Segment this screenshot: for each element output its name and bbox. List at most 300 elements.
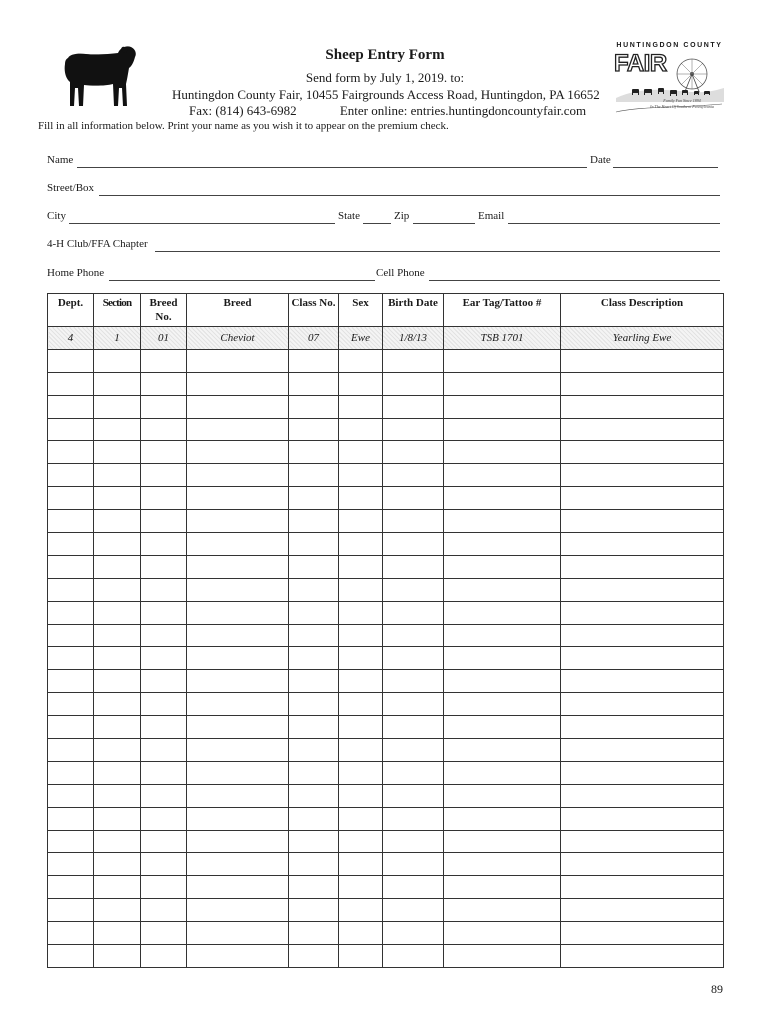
table-cell[interactable] <box>141 601 187 624</box>
state-label: State <box>338 210 360 222</box>
table-row <box>48 693 724 716</box>
table-cell[interactable] <box>94 464 141 487</box>
table-cell[interactable] <box>383 853 444 876</box>
table-cell[interactable] <box>561 647 724 670</box>
table-row <box>48 761 724 784</box>
table-cell[interactable] <box>339 349 383 372</box>
logo-tagline-2: In The Heart Of Southern Pennsylvania <box>650 104 714 109</box>
table-cell[interactable] <box>339 899 383 922</box>
table-cell[interactable] <box>339 510 383 533</box>
table-cell[interactable] <box>561 441 724 464</box>
table-cell[interactable] <box>187 853 289 876</box>
table-cell[interactable] <box>383 510 444 533</box>
table-cell[interactable] <box>383 555 444 578</box>
table-row <box>48 601 724 624</box>
table-cell[interactable] <box>289 555 339 578</box>
table-cell[interactable] <box>289 441 339 464</box>
table-cell[interactable] <box>339 716 383 739</box>
table-cell[interactable] <box>141 876 187 899</box>
table-cell[interactable] <box>94 533 141 556</box>
entries-table <box>47 293 724 968</box>
table-cell[interactable] <box>339 807 383 830</box>
table-cell[interactable] <box>187 830 289 853</box>
table-cell[interactable] <box>339 876 383 899</box>
table-cell[interactable] <box>48 555 94 578</box>
table-cell[interactable] <box>94 418 141 441</box>
table-cell[interactable] <box>94 601 141 624</box>
table-cell[interactable] <box>187 624 289 647</box>
table-cell[interactable] <box>141 853 187 876</box>
table-cell[interactable] <box>561 601 724 624</box>
table-cell[interactable] <box>339 922 383 945</box>
table-cell[interactable] <box>383 624 444 647</box>
table-cell[interactable] <box>339 464 383 487</box>
table-cell[interactable] <box>289 922 339 945</box>
table-cell[interactable] <box>339 418 383 441</box>
table-cell[interactable] <box>187 487 289 510</box>
table-cell[interactable] <box>289 807 339 830</box>
table-cell[interactable] <box>383 876 444 899</box>
table-cell[interactable] <box>48 510 94 533</box>
table-cell[interactable] <box>141 807 187 830</box>
table-cell[interactable] <box>289 487 339 510</box>
table-cell[interactable] <box>289 624 339 647</box>
table-cell[interactable] <box>187 555 289 578</box>
table-cell[interactable] <box>141 922 187 945</box>
table-cell[interactable] <box>48 395 94 418</box>
sample-ear-tag: TSB 1701 <box>444 327 561 350</box>
table-cell[interactable] <box>444 945 561 968</box>
table-cell[interactable] <box>187 418 289 441</box>
table-cell[interactable] <box>141 487 187 510</box>
table-cell[interactable] <box>561 555 724 578</box>
table-cell[interactable] <box>444 395 561 418</box>
table-cell[interactable] <box>141 578 187 601</box>
table-cell[interactable] <box>339 830 383 853</box>
table-cell[interactable] <box>383 533 444 556</box>
table-cell[interactable] <box>94 830 141 853</box>
table-cell[interactable] <box>289 945 339 968</box>
zip-label: Zip <box>394 210 410 222</box>
table-cell[interactable] <box>444 487 561 510</box>
table-cell[interactable] <box>94 784 141 807</box>
table-cell[interactable] <box>141 739 187 762</box>
table-cell[interactable] <box>289 533 339 556</box>
home-phone-field[interactable] <box>109 280 375 281</box>
table-cell[interactable] <box>339 624 383 647</box>
table-cell[interactable] <box>187 647 289 670</box>
table-cell[interactable] <box>561 487 724 510</box>
table-cell[interactable] <box>187 876 289 899</box>
table-cell[interactable] <box>339 761 383 784</box>
logo-tagline-1: Family Fun Since 1894 <box>663 98 701 103</box>
table-cell[interactable] <box>141 670 187 693</box>
table-cell[interactable] <box>289 739 339 762</box>
table-cell[interactable] <box>444 555 561 578</box>
table-cell[interactable] <box>141 395 187 418</box>
address-line: Huntingdon County Fair, 10455 Fairgrounds Access Road, Huntingdon, PA 16652 <box>172 87 600 102</box>
table-cell[interactable] <box>383 761 444 784</box>
table-row <box>48 853 724 876</box>
table-cell[interactable] <box>141 533 187 556</box>
table-cell[interactable] <box>187 464 289 487</box>
table-cell[interactable] <box>339 945 383 968</box>
name-label: Name <box>47 154 74 166</box>
table-cell[interactable] <box>187 441 289 464</box>
zip-field[interactable] <box>413 223 475 224</box>
table-cell[interactable] <box>94 395 141 418</box>
form-title: Sheep Entry Form <box>325 47 445 63</box>
table-cell[interactable] <box>187 807 289 830</box>
col-header-class-no: Class No. <box>289 294 339 327</box>
street-field[interactable] <box>99 195 720 196</box>
table-cell[interactable] <box>94 372 141 395</box>
table-cell[interactable] <box>339 647 383 670</box>
table-cell[interactable] <box>444 372 561 395</box>
table-cell[interactable] <box>141 693 187 716</box>
table-cell[interactable] <box>339 784 383 807</box>
table-cell[interactable] <box>561 899 724 922</box>
table-cell[interactable] <box>561 578 724 601</box>
table-cell[interactable] <box>94 807 141 830</box>
logo-fair-text: FAIR <box>614 50 667 77</box>
table-cell[interactable] <box>289 830 339 853</box>
table-cell[interactable] <box>561 807 724 830</box>
table-row <box>48 899 724 922</box>
table-cell[interactable] <box>141 716 187 739</box>
table-cell[interactable] <box>383 670 444 693</box>
table-row <box>48 578 724 601</box>
table-cell[interactable] <box>444 922 561 945</box>
table-cell[interactable] <box>94 899 141 922</box>
col-header-breed: Breed <box>187 294 289 327</box>
table-cell[interactable] <box>141 349 187 372</box>
table-cell[interactable] <box>383 899 444 922</box>
table-cell[interactable] <box>187 372 289 395</box>
table-cell[interactable] <box>561 945 724 968</box>
table-cell[interactable] <box>383 464 444 487</box>
date-label: Date <box>590 154 611 166</box>
table-cell[interactable] <box>187 670 289 693</box>
table-cell[interactable] <box>339 670 383 693</box>
table-cell[interactable] <box>94 510 141 533</box>
table-cell[interactable] <box>187 784 289 807</box>
table-cell[interactable] <box>289 647 339 670</box>
table-cell[interactable] <box>48 578 94 601</box>
table-cell[interactable] <box>561 533 724 556</box>
table-cell[interactable] <box>289 372 339 395</box>
table-cell[interactable] <box>561 372 724 395</box>
table-cell[interactable] <box>94 739 141 762</box>
table-cell[interactable] <box>444 578 561 601</box>
page-number: 89 <box>711 982 723 996</box>
table-cell[interactable] <box>94 922 141 945</box>
table-cell[interactable] <box>339 372 383 395</box>
table-row <box>48 624 724 647</box>
table-row <box>48 464 724 487</box>
table-cell[interactable] <box>444 647 561 670</box>
table-cell[interactable] <box>48 761 94 784</box>
table-cell[interactable] <box>94 624 141 647</box>
table-cell[interactable] <box>383 487 444 510</box>
table-cell[interactable] <box>289 670 339 693</box>
table-cell[interactable] <box>48 739 94 762</box>
table-row <box>48 784 724 807</box>
table-row <box>48 533 724 556</box>
table-cell[interactable] <box>383 418 444 441</box>
table-cell[interactable] <box>48 784 94 807</box>
col-header-breed-no: Breed No. <box>141 294 187 327</box>
table-row <box>48 830 724 853</box>
online-entry-url: Enter online: entries.huntingdoncountyfair.com <box>339 103 587 118</box>
table-cell[interactable] <box>444 853 561 876</box>
table-cell[interactable] <box>561 349 724 372</box>
table-cell[interactable] <box>383 441 444 464</box>
table-row <box>48 510 724 533</box>
table-cell[interactable] <box>48 372 94 395</box>
table-cell[interactable] <box>444 693 561 716</box>
table-cell[interactable] <box>48 647 94 670</box>
table-cell[interactable] <box>141 830 187 853</box>
city-field[interactable] <box>69 223 335 224</box>
table-cell[interactable] <box>187 601 289 624</box>
table-cell[interactable] <box>187 922 289 945</box>
table-cell[interactable] <box>339 487 383 510</box>
table-cell[interactable] <box>187 578 289 601</box>
fax-number: Fax: (814) 643-6982 <box>189 103 297 118</box>
table-cell[interactable] <box>444 624 561 647</box>
table-cell[interactable] <box>339 395 383 418</box>
street-row <box>47 182 720 196</box>
table-cell[interactable] <box>383 578 444 601</box>
club-field[interactable] <box>155 251 720 252</box>
table-cell[interactable] <box>48 349 94 372</box>
table-cell[interactable] <box>444 716 561 739</box>
table-cell[interactable] <box>187 693 289 716</box>
street-label: Street/Box <box>47 182 95 194</box>
table-cell[interactable] <box>187 899 289 922</box>
table-cell[interactable] <box>289 876 339 899</box>
table-row <box>48 876 724 899</box>
name-field[interactable] <box>77 167 587 168</box>
table-cell[interactable] <box>187 395 289 418</box>
name-date-row <box>47 154 720 168</box>
sample-class-no: 07 <box>289 327 339 350</box>
table-cell[interactable] <box>561 693 724 716</box>
table-cell[interactable] <box>141 761 187 784</box>
table-cell[interactable] <box>339 533 383 556</box>
table-cell[interactable] <box>289 464 339 487</box>
table-cell[interactable] <box>339 555 383 578</box>
table-cell[interactable] <box>48 807 94 830</box>
table-cell[interactable] <box>289 510 339 533</box>
table-cell[interactable] <box>48 853 94 876</box>
logo-county-text: HUNTINGDON COUNTY <box>616 42 723 49</box>
table-cell[interactable] <box>383 395 444 418</box>
col-header-birth-date: Birth Date <box>383 294 444 327</box>
table-cell[interactable] <box>561 853 724 876</box>
table-cell[interactable] <box>141 441 187 464</box>
table-cell[interactable] <box>444 761 561 784</box>
table-cell[interactable] <box>561 624 724 647</box>
table-cell[interactable] <box>444 464 561 487</box>
table-cell[interactable] <box>339 739 383 762</box>
table-cell[interactable] <box>48 716 94 739</box>
table-cell[interactable] <box>48 693 94 716</box>
table-cell[interactable] <box>444 876 561 899</box>
table-cell[interactable] <box>48 670 94 693</box>
table-cell[interactable] <box>48 601 94 624</box>
table-cell[interactable] <box>94 441 141 464</box>
table-cell[interactable] <box>383 601 444 624</box>
sample-breed-no: 01 <box>141 327 187 350</box>
table-cell[interactable] <box>289 899 339 922</box>
table-cell[interactable] <box>444 670 561 693</box>
table-cell[interactable] <box>141 464 187 487</box>
table-cell[interactable] <box>94 761 141 784</box>
table-cell[interactable] <box>94 693 141 716</box>
table-cell[interactable] <box>187 349 289 372</box>
table-cell[interactable] <box>94 716 141 739</box>
club-row <box>47 238 720 252</box>
table-cell[interactable] <box>444 899 561 922</box>
table-row <box>48 395 724 418</box>
table-cell[interactable] <box>561 876 724 899</box>
table-cell[interactable] <box>444 510 561 533</box>
table-cell[interactable] <box>289 853 339 876</box>
table-cell[interactable] <box>289 784 339 807</box>
table-row <box>48 945 724 968</box>
sample-dept: 4 <box>48 327 94 350</box>
table-cell[interactable] <box>289 601 339 624</box>
table-cell[interactable] <box>444 533 561 556</box>
table-cell[interactable] <box>444 601 561 624</box>
table-cell[interactable] <box>289 418 339 441</box>
table-cell[interactable] <box>289 716 339 739</box>
table-cell[interactable] <box>48 876 94 899</box>
table-cell[interactable] <box>187 945 289 968</box>
table-cell[interactable] <box>94 555 141 578</box>
table-cell[interactable] <box>289 578 339 601</box>
table-cell[interactable] <box>141 418 187 441</box>
table-cell[interactable] <box>444 830 561 853</box>
table-cell[interactable] <box>339 578 383 601</box>
date-field[interactable] <box>613 167 718 168</box>
sample-breed: Cheviot <box>187 327 289 350</box>
table-cell[interactable] <box>141 899 187 922</box>
table-cell[interactable] <box>383 716 444 739</box>
table-cell[interactable] <box>289 395 339 418</box>
table-cell[interactable] <box>94 853 141 876</box>
sample-birth-date: 1/8/13 <box>383 327 444 350</box>
table-cell[interactable] <box>94 578 141 601</box>
table-cell[interactable] <box>383 945 444 968</box>
table-header-row <box>48 294 724 327</box>
table-cell[interactable] <box>289 761 339 784</box>
table-cell[interactable] <box>48 487 94 510</box>
email-field[interactable] <box>508 223 720 224</box>
table-cell[interactable] <box>94 670 141 693</box>
table-cell[interactable] <box>48 922 94 945</box>
table-cell[interactable] <box>94 647 141 670</box>
table-cell[interactable] <box>339 853 383 876</box>
table-cell[interactable] <box>561 670 724 693</box>
table-cell[interactable] <box>187 739 289 762</box>
table-cell[interactable] <box>48 899 94 922</box>
table-cell[interactable] <box>383 349 444 372</box>
table-cell[interactable] <box>141 555 187 578</box>
table-cell[interactable] <box>339 693 383 716</box>
table-cell[interactable] <box>383 372 444 395</box>
table-cell[interactable] <box>383 693 444 716</box>
col-header-section: Section <box>94 294 141 327</box>
table-cell[interactable] <box>94 349 141 372</box>
table-cell[interactable] <box>561 464 724 487</box>
table-cell[interactable] <box>289 693 339 716</box>
table-cell[interactable] <box>48 418 94 441</box>
table-cell[interactable] <box>48 945 94 968</box>
table-cell[interactable] <box>141 624 187 647</box>
table-cell[interactable] <box>187 716 289 739</box>
table-cell[interactable] <box>561 510 724 533</box>
table-cell[interactable] <box>561 418 724 441</box>
table-cell[interactable] <box>141 784 187 807</box>
table-cell[interactable] <box>94 487 141 510</box>
table-cell[interactable] <box>141 945 187 968</box>
table-cell[interactable] <box>383 784 444 807</box>
table-cell[interactable] <box>561 830 724 853</box>
table-cell[interactable] <box>383 807 444 830</box>
table-cell[interactable] <box>561 922 724 945</box>
table-cell[interactable] <box>187 533 289 556</box>
table-cell[interactable] <box>141 510 187 533</box>
table-cell[interactable] <box>561 761 724 784</box>
state-field[interactable] <box>363 223 391 224</box>
table-cell[interactable] <box>444 739 561 762</box>
table-cell[interactable] <box>561 395 724 418</box>
table-cell[interactable] <box>444 418 561 441</box>
table-cell[interactable] <box>48 441 94 464</box>
home-phone-label: Home Phone <box>47 267 105 279</box>
cell-phone-field[interactable] <box>429 280 720 281</box>
table-cell[interactable] <box>141 372 187 395</box>
table-cell[interactable] <box>289 349 339 372</box>
table-cell[interactable] <box>561 739 724 762</box>
table-cell[interactable] <box>561 716 724 739</box>
table-cell[interactable] <box>444 441 561 464</box>
table-cell[interactable] <box>444 349 561 372</box>
table-cell[interactable] <box>383 830 444 853</box>
table-cell[interactable] <box>187 510 289 533</box>
table-cell[interactable] <box>383 739 444 762</box>
table-cell[interactable] <box>48 533 94 556</box>
table-cell[interactable] <box>48 464 94 487</box>
table-cell[interactable] <box>48 830 94 853</box>
table-cell[interactable] <box>48 624 94 647</box>
table-cell[interactable] <box>339 441 383 464</box>
table-cell[interactable] <box>444 784 561 807</box>
table-cell[interactable] <box>383 922 444 945</box>
table-cell[interactable] <box>444 807 561 830</box>
city-row <box>47 210 720 224</box>
table-cell[interactable] <box>383 647 444 670</box>
table-cell[interactable] <box>94 876 141 899</box>
table-cell[interactable] <box>141 647 187 670</box>
table-cell[interactable] <box>561 784 724 807</box>
table-cell[interactable] <box>187 761 289 784</box>
table-cell[interactable] <box>94 945 141 968</box>
table-cell[interactable] <box>339 601 383 624</box>
